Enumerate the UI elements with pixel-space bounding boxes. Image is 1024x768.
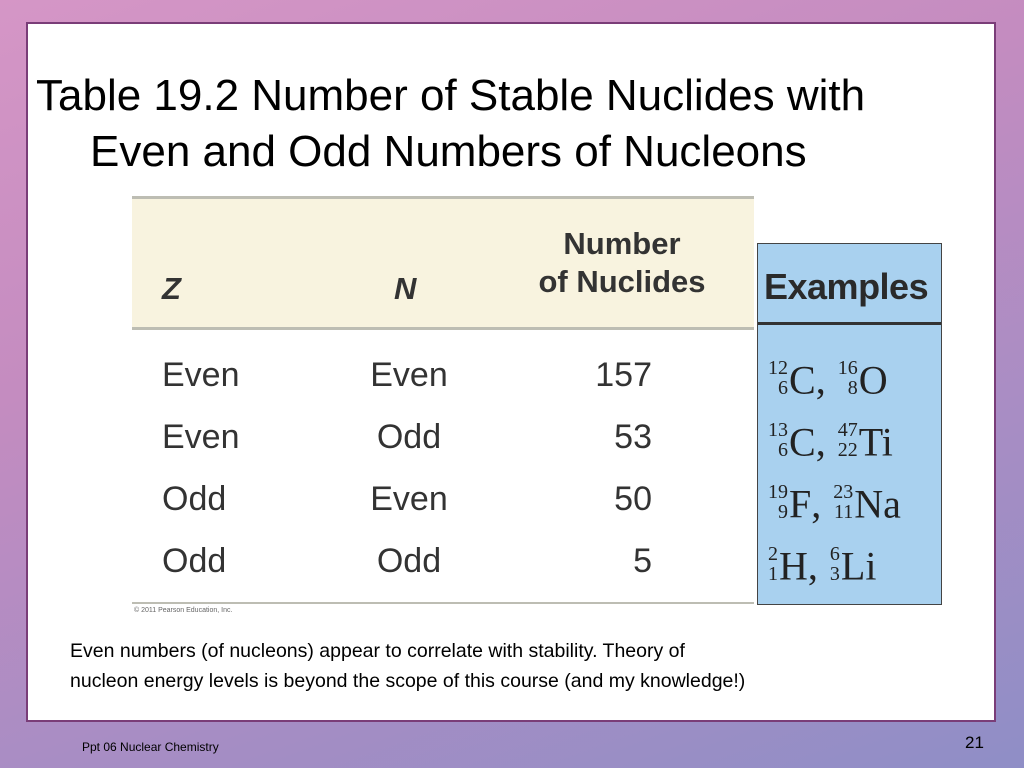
slide-panel (26, 22, 996, 722)
header-num-line-1: Number (563, 226, 681, 261)
element-symbol: Na (854, 481, 901, 527)
cell-n: Odd (376, 542, 442, 580)
mass-number: 6 (829, 542, 840, 565)
cell-n: Odd (376, 418, 442, 456)
header-n: N (394, 271, 417, 306)
separator: , (811, 481, 822, 527)
title-line-1: Table 19.2 Number of Stable Nuclides with (36, 71, 866, 120)
mass-number: 16 (837, 356, 858, 379)
copyright-notice: © 2011 Pearson Education, Inc. (134, 607, 233, 614)
example-row (768, 352, 888, 414)
nuclide-notation (838, 414, 893, 465)
mass-number: 13 (768, 418, 788, 441)
footer-text: Ppt 06 Nuclear Chemistry (82, 740, 219, 754)
slide-title (36, 68, 996, 180)
nuclide-notation (830, 538, 877, 589)
examples-header: Examples (764, 266, 929, 307)
nuclide-table (132, 196, 754, 616)
nuclide-notation (768, 538, 808, 589)
example-row (768, 414, 893, 476)
title-line-2: Even and Odd Numbers of Nucleons (90, 127, 807, 176)
examples-column (757, 243, 942, 605)
atomic-number: 22 (837, 438, 858, 461)
table-row (132, 530, 754, 592)
slide-caption (70, 636, 970, 696)
element-symbol: H (779, 543, 808, 589)
atomic-number: 1 (768, 562, 778, 585)
element-symbol: Ti (858, 419, 893, 465)
mass-number: 2 (768, 542, 778, 565)
caption-line-2: nucleon energy levels is beyond the scope of this course (and my knowledge!) (70, 670, 746, 692)
table-row (132, 406, 754, 468)
nuclide-notation (833, 476, 901, 527)
mass-number: 23 (833, 480, 854, 503)
mass-number: 12 (768, 356, 788, 379)
atomic-number: 3 (829, 562, 840, 585)
page-number: 21 (965, 733, 984, 752)
atomic-number: 6 (778, 438, 788, 461)
cell-z: Even (162, 418, 240, 456)
header-number-of-nuclides (522, 225, 722, 301)
examples-header-rule (758, 322, 941, 325)
nuclide-notation (768, 476, 811, 527)
separator: , (815, 419, 826, 465)
caption-line-1: Even numbers (of nucleons) appear to correlate with stability. Theory of (70, 640, 685, 662)
nuclide-notation (768, 352, 816, 403)
table-row (132, 344, 754, 406)
header-num-line-2: of Nuclides (538, 264, 706, 299)
cell-count: 5 (633, 542, 652, 580)
element-symbol: C (789, 419, 816, 465)
mass-number: 19 (768, 480, 788, 503)
cell-z: Odd (162, 480, 227, 518)
element-symbol: C (789, 357, 816, 403)
example-row (768, 538, 876, 600)
cell-n: Even (370, 356, 448, 394)
separator: , (807, 543, 818, 589)
separator: , (815, 357, 826, 403)
atomic-number: 8 (847, 376, 858, 399)
cell-count: 53 (614, 418, 652, 456)
header-z: Z (162, 271, 181, 306)
cell-n: Even (370, 480, 448, 518)
atomic-number: 11 (833, 500, 854, 523)
example-row (768, 476, 901, 538)
atomic-number: 6 (778, 376, 788, 399)
nuclide-notation (838, 352, 888, 403)
nuclide-notation (768, 414, 816, 465)
table-bottom-rule (132, 602, 754, 604)
cell-z: Odd (162, 542, 227, 580)
element-symbol: O (858, 357, 888, 403)
cell-z: Even (162, 356, 240, 394)
element-symbol: F (789, 481, 812, 527)
cell-count: 50 (614, 480, 652, 518)
atomic-number: 9 (778, 500, 788, 523)
cell-count: 157 (595, 356, 652, 394)
table-header (132, 196, 754, 330)
mass-number: 47 (837, 418, 858, 441)
element-symbol: Li (840, 543, 877, 589)
table-row (132, 468, 754, 530)
